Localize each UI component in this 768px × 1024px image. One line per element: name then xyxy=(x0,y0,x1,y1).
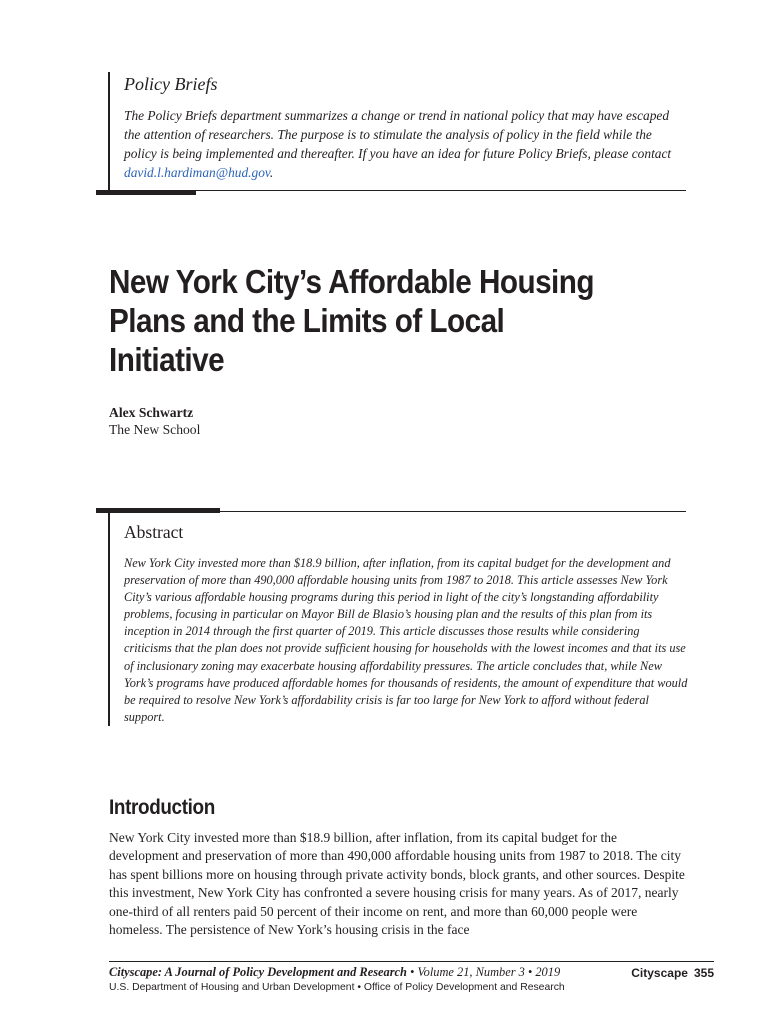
author-affiliation: The New School xyxy=(109,422,201,437)
contact-email-link[interactable]: david.l.hardiman@hud.gov xyxy=(124,165,270,180)
author-name: Alex Schwartz xyxy=(109,405,194,420)
policy-briefs-heading: Policy Briefs xyxy=(124,74,218,94)
page-number: 355 xyxy=(693,966,714,980)
footer-journal-name: Cityscape: A Journal of Policy Development and Research xyxy=(109,965,407,979)
footer-brand xyxy=(631,966,714,980)
introduction-heading: Introduction xyxy=(109,796,215,819)
footer-brand-name: Cityscape xyxy=(631,966,688,980)
policy-briefs-box xyxy=(108,72,686,192)
abstract-box xyxy=(108,512,690,726)
policy-briefs-body: The Policy Briefs department summarizes a change or trend in national policy that may have escaped the attention of researchers. The purpose is to stimulate the analysis of policy in the field while the policy is being implemented and thereafter. If you have an idea for future Policy Briefs, please contact xyxy=(124,108,672,161)
policy-briefs-end: . xyxy=(269,165,274,180)
introduction-text: New York City invested more than $18.9 billion, after inflation, from its capital budget for the development and preservation of more than 490,000 affordable housing units from 1987 to 2018. The city has spent billions more on housing through private activity bonds, block grants, and other sources. Despite this investment, New York City has confronted a severe housing crisis for many years. As of 2017, nearly one-third of all renters paid 50 percent of their income on rent, and more than 60,000 people were homeless. The persistence of New York’s housing crisis in the face xyxy=(109,830,685,938)
abstract-heading: Abstract xyxy=(124,522,184,542)
policy-divider-accent xyxy=(96,190,196,195)
footer-issue: • Volume 21, Number 3 • 2019 xyxy=(406,965,561,979)
footer-journal-citation xyxy=(109,965,560,980)
footer-department: U.S. Department of Housing and Urban Development • Office of Policy Development and Research xyxy=(109,982,565,993)
article-title: New York City’s Affordable Housing Plans and the Limits of Local Initiative xyxy=(109,263,594,378)
abstract-text: New York City invested more than $18.9 billion, after inflation, from its capital budget for the development and preservation of more than 490,000 affordable housing units from 1987 to 2018. This article assesses New York City’s various affordable housing programs during this period in light of the city’s longstanding affordability problems, focusing in particular on Mayor Bill de Blasio’s housing plan and the results of this plan from its inception in 2014 through the first quarter of 2019. This article discusses those results while considering criticisms that the plan does not provide sufficient housing for households with the lowest incomes and that its use of inclusionary zoning may exacerbate housing affordability pressures. The article concludes that, while New York’s programs have produced affordable homes for thousands of residents, the amount of expenditure that would be required to resolve New York’s affordability crisis is far too large for New York to afford without federal support. xyxy=(124,556,688,724)
policy-briefs-text xyxy=(124,106,684,182)
footer-divider xyxy=(109,961,714,962)
